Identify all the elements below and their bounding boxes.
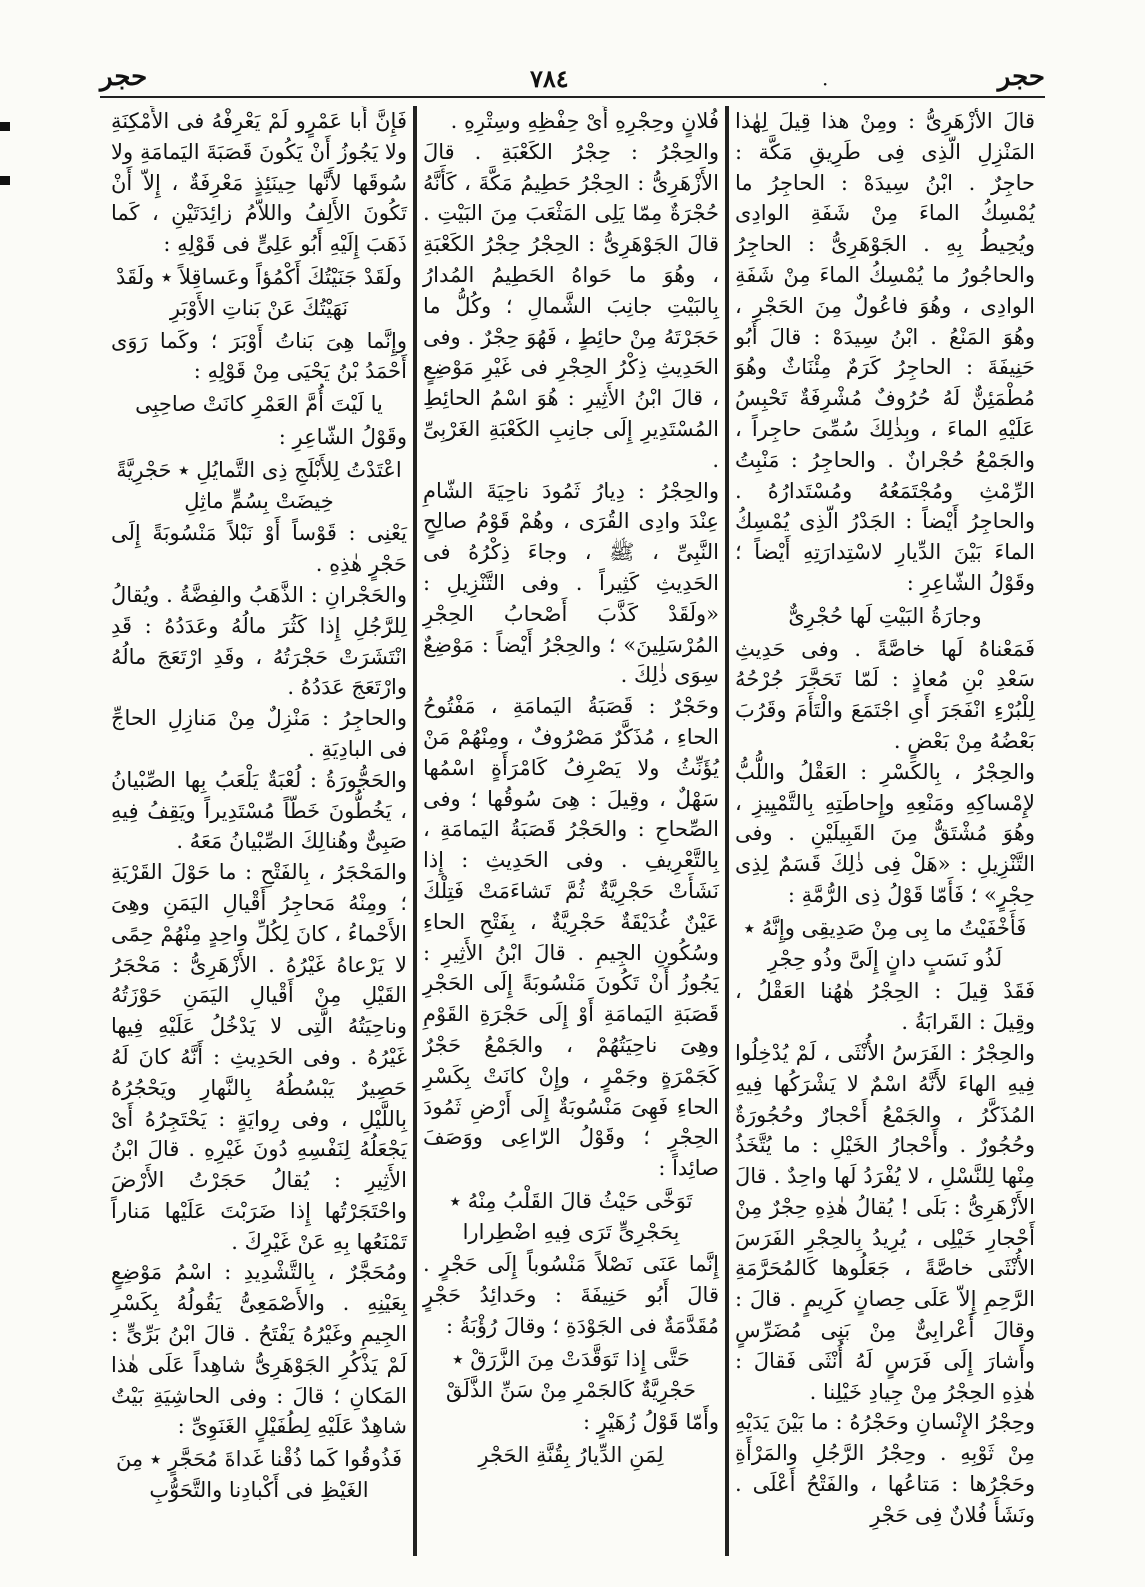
paragraph: وإِنَّما هِىَ بَناتُ أَوْبَرَ ؛ وكَما رَوَى أَحْمَدُ بْنُ يَحْيَى مِنْ قَوْلِهِ :: [111, 328, 407, 384]
paragraph: ومُحَجَّرٌ ، بِالتَّشْدِيدِ : اسْمُ مَوْضِعٍ بِعَيْنِهِ . والأَصْمَعِىُّ يَقُولُهُ بِكَسْرِ الجِيمِ وغَيْرُهُ يَفْتَحُ . قالَ ابْنُ بَرِّىٍّ : لَمْ يَذْكُرِ الجَوْهَرِىُّ شاهِداً عَلَى هٰذا المَكانِ ؛ قالَ : وفى الحاشِيَةِ بَيْتٌ شاهِدٌ عَلَيْهِ لِطُفَيْلٍ الغَنَوِىِّ :: [111, 1260, 407, 1439]
column-right: [729, 106, 1041, 1556]
text-columns: [104, 106, 1041, 1556]
margin-mark: [0, 176, 10, 185]
paragraph: فُلانٍ وحِجْرِهِ أَىْ حِفْظِهِ وسِتْرِهِ .: [450, 109, 719, 133]
paragraph: والحِجْرُ ، بِالكَسْرِ : العَقْلُ واللُّبُّ لإِمْساكِهِ ومَنْعِهِ وإِحاطَتِهِ بِالتَّمْيِيزِ ، وهُوَ مُشْتَقٌّ مِنَ القَبِيلَيْنِ . وفى التَّنْزِيلِ : «هَلْ فِى ذٰلِكَ قَسَمٌ لِذِى حِجْرٍ» ؛ فَأَمّا قَوْلُ ذِى الرُّمَّةِ :: [735, 759, 1035, 907]
paragraph: وأَمّا قَوْلُ زُهَيْرٍ :: [582, 1410, 719, 1435]
header-entry-word-right: حجر: [997, 62, 1045, 92]
verse-line: فَذُوقُوا كَما ذُقْنا غَداةَ مُحَجَّرٍ ٭ مِنَ الغَيْظِ فى أَكْبادِنا والتَّحَوُّبِ: [115, 1447, 403, 1503]
verse-line: حَتَّى إِذا تَوَقَّدَتْ مِنَ الزَّرَقْ ٭ حَجْرِيَّةٌ كَالجَمْرِ مِنْ سَنِّ الذَّلَقْ: [446, 1346, 696, 1402]
paragraph: والحَجْرانِ : الذَّهَبُ والفِضَّةُ . ويُقالُ لِلرَّجُلِ إِذا كَثُرَ مالُهُ وعَدَدُهُ : قَدِ انْتَشَرَتْ حَجْرَتُهُ ، وقَدِ ارْتَعَجَ مالُهُ وارْتَعَجَ عَدَدُهُ .: [111, 582, 407, 700]
verse-line: تَوَخَّى حَيْثُ قالَ القَلْبُ مِنْهُ ٭ بِحَجْرِىٍّ تَرَى فِيهِ اضْطِرارا: [449, 1188, 693, 1244]
paragraph: يَعْنِى : قَوْساً أَوْ نَبْلاً مَنْسُوبَةً إِلَى حَجْرٍ هٰذِهِ .: [111, 521, 407, 577]
header-entry-word-left: حجر: [100, 62, 148, 92]
paragraph: والمَحْجَرُ ، بِالفَتْحِ : ما حَوْلَ القَرْيَةِ ؛ ومِنْهُ مَحاجِرُ أَقْيالِ اليَمَنِ وهِىَ الأَحْماءُ ، كانَ لِكُلِّ واحِدٍ مِنْهُمْ حِمًى لا يَرْعاهُ غَيْرُهُ . الأَزْهَرِىُّ : مَحْجَرُ القَيْلِ مِنْ أَقْيالِ اليَمَنِ حَوْزَتُهُ وناحِيَتُهُ الَّتِى لا يَدْخُلُ عَلَيْهِ فِيها غَيْرُهُ . وفى الحَدِيثِ : أَنَّهُ كانَ لَهُ حَصِيرٌ يَبْسُطُهُ بِالنَّهارِ ويَحْجُرُهُ بِاللَّيْلِ ، وفى رِوايَةٍ : يَحْتَجِرُهُ أَىْ يَجْعَلُهُ لِنَفْسِهِ دُونَ غَيْرِهِ . قالَ ابْنُ الأَثِيرِ : يُقالُ حَجَرْتُ الأَرْضَ واحْتَجَرْتُها إِذا ضَرَبْتَ عَلَيْها مَناراً تَمْنَعُها بِهِ عَنْ غَيْرِكَ .: [111, 860, 407, 1254]
verse-line: فَأَخْفَيْتُ ما بِى مِنْ صَدِيقِى وإِنَّهُ ٭ لَذُو نَسَبٍ دانٍ إِلَىَّ وذُو حِجْرِ: [743, 915, 1027, 971]
paragraph: والحاجِرُ : مَنْزِلٌ مِنْ مَنازِلِ الحاجِّ فى البادِيَةِ .: [111, 706, 407, 761]
paragraph: إِنَّما عَنَى نَصْلاً مَنْسُوباً إِلَى حَجْرٍ . قالَ أَبُو حَنِيفَةَ : وحَدائِدُ حَجْرٍ مُقَدَّمَةٌ فى الجَوْدَةِ ؛ وقالَ رُؤْبَةُ :: [423, 1252, 719, 1339]
paragraph: والحَجُّورَةُ : لُعْبَةٌ يَلْعَبُ بِها الصِّبْيانُ ، يَخُطُّونَ خَطّاً مُسْتَدِيراً ويَقِفُ فِيهِ صَبِىٌّ وهُنالِكَ الصِّبْيانُ مَعَهُ .: [111, 767, 407, 854]
paragraph: وقَوْلُ الشّاعِرِ :: [278, 424, 407, 449]
verse-line: ولَقَدْ جَنَيْتُكَ أَكْمُؤاً وعَساقِلاً ٭ ولَقَدْ نَهَيْتُكَ عَنْ بَناتِ الأَوْبَرِ: [116, 264, 402, 320]
paragraph: فَإِنَّ أَبا عَمْرٍو لَمْ يَعْرِفْهُ فى الأَمْكِنَةِ ولا يَجُوزُ أَنْ يَكُونَ قَصَبَةَ اليَمامَةِ ولا سُوقَها لأَنَّها حِينَئِذٍ مَعْرِفَةٌ ، إِلاّ أَنْ تَكُونَ الأَلِفُ واللاّمُ زائِدَتَيْنِ ، كَما ذَهَبَ إِلَيْهِ أَبُو عَلِىٍّ فى قَوْلِهِ :: [111, 109, 407, 257]
paragraph: قالَ الأزْهَرِىُّ : ومِنْ هذا قِيلَ لِهٰذا المَنْزِلِ الّذِى فِى طَرِيقِ مَكَّة : حاجِرٌ . ابْنُ سِيدَهْ : الحاجِرُ ما يُمْسِكُ الماءَ مِنْ شَفَةِ الوادِى ويُحِيطُ بِهِ . الجَوْهَرِىُّ : الحاجِرُ والحاجُورُ ما يُمْسِكُ الماءَ مِنْ شَفَةِ الوادِى ، وهُوَ فاعُولٌ مِنَ الحَجْرِ ، وهُوَ المَنْعُ . ابْنُ سِيدَهْ : قالَ أَبُو حَنِيفَةَ : الحاجِرُ كَرَمٌ مِئْنَاثٌ وهُوَ مُطْمَئِنٌّ لَهُ حُرُوفٌ مُشْرِفَةٌ تَحْبِسُ عَلَيْهِ الماءَ ، وبِذٰلِكَ سُمِّىَ حاجِراً ، والجَمْعُ حُجْرانٌ . والحاجِرُ : مَنْبِتُ الرِّمْثِ ومُجْتَمَعُهُ ومُسْتَدارُهُ . والحاجِرُ أَيْضاً : الجَدْرُ الّذِى يُمْسِكُ الماءَ بَيْنَ الدِّيارِ لاسْتِدارَتِهِ أَيْضاً ؛ وقَوْلُ الشّاعِرِ :: [735, 109, 1035, 595]
paragraph: والحِجْرُ : دِيارُ ثَمُودَ ناحِيَةَ الشّامِ عِنْدَ وادِى القُرَى ، وهُمْ قَوْمُ صالِحٍ النَّبِىِّ ، ﷺ ، وجاءَ ذِكْرُهُ فى الحَدِيثِ كَثِيراً . وفى التَّنْزِيلِ : «ولَقَدْ كَذَّبَ أَصْحابُ الحِجْرِ المُرْسَلِينَ» ؛ والحِجْرُ أَيْضاً : مَوْضِعٌ سِوَى ذٰلِكَ .: [423, 478, 719, 688]
page-number: ٧٨٤: [530, 64, 569, 93]
header-dot: ·: [822, 72, 829, 96]
paragraph: والحِجْرُ : الفَرَسُ الأُنْثَى ، لَمْ يُدْخِلُوا فِيهِ الهاءَ لأَنَّهُ اسْمٌ لا يَشْرَكُها فِيهِ المُذَكَّرُ ، والجَمْعُ أَحْجارٌ وحُجُورَةٌ وحُجُورٌ . وأَحْجارُ الخَيْلِ : ما يُتَّخَذُ مِنْها لِلنَّسْلِ ، لا يُفْرَدُ لَها واحِدٌ . قالَ الأَزْهَرِىُّ : بَلَى ! يُقالُ هٰذِهِ حِجْرٌ مِنْ أَحْجارِ خَيْلِى ، يُرِيدُ بِالحِجْرِ الفَرَسَ الأُنْثَى خاصَّةً ، جَعَلُوها كَالمُحَرَّمَةِ الرَّحِمِ إِلاّ عَلَى حِصانٍ كَرِيمٍ . قالَ : وقالَ أَعْرابِىٌّ مِنْ بَنِى مُضَرِّسٍ وأَشارَ إِلَى فَرَسٍ لَهُ أُنْثَى فَقالَ : هٰذِهِ الحِجْرُ مِنْ جِيادِ خَيْلِنا .: [735, 1040, 1035, 1404]
verse-line: وجارَةُ البَيْتِ لَها حُجْرِىٌّ: [788, 603, 982, 628]
paragraph: فَقَدْ قِيلَ : الحِجْرُ هٰهُنا العَقْلُ ، وقِيلَ : القَرابَةُ .: [735, 979, 1035, 1035]
verse-line: لِمَنِ الدِّيارُ بِقُنَّةِ الحَجْرِ: [478, 1443, 664, 1468]
column-middle: [417, 106, 729, 1556]
verse-line: اعْتَدْتُ لِلأَبْلَجِ ذِى التَّمايُلِ ٭ حَجْرِيَّةً خِيضَتْ بِسُمٍّ ماثِلِ: [116, 457, 402, 513]
paragraph: والحِجْرُ : حِجْرُ الكَعْبَةِ . قالَ الأَزْهَرِىُّ : الحِجْرُ حَطِيمُ مَكَّةَ ، كَأَنَّهُ حُجْرَةٌ مِمّا يَلِى المَثْعَبَ مِنَ البَيْتِ . قالَ الجَوْهَرِىُّ : الحِجْرُ حِجْرُ الكَعْبَةِ ، وهُوَ ما حَواهُ الحَطِيمُ المُدارُ بِالبَيْتِ جانِبَ الشَّمالِ ؛ وكُلُّ ما حَجَرْتَهُ مِنْ حائِطٍ ، فَهُوَ حِجْرٌ . وفى الحَدِيثِ ذِكْرُ الحِجْرِ فى غَيْرِ مَوْضِعٍ ، قالَ ابْنُ الأَثِيرِ : هُوَ اسْمُ الحائِطِ المُسْتَدِيرِ إِلَى جانِبِ الكَعْبَةِ الغَرْبِىِّ .: [423, 139, 719, 472]
paragraph: وحَجْرٌ : قَصَبَةُ اليَمامَةِ ، مَفْتُوحُ الحاءِ ، مُذَكَّرٌ مَصْرُوفٌ ، ومِنْهُمْ مَنْ يُؤَنِّثُ ولا يَصْرِفُ كَامْرَأَةٍ اسْمُها سَهْلٌ ، وقِيلَ : هِىَ سُوقُها ؛ وفى الصِّحاحِ : والحَجْرُ قَصَبَةُ اليَمامَةِ ، بِالتَّعْرِيفِ . وفى الحَدِيثِ : إِذا نَشَأَتْ حَجْرِيَّةٌ ثُمَّ تَشاءَمَتْ فَتِلْكَ عَيْنٌ غُدَيْقَةٌ حَجْرِيَّةٌ ، بِفَتْحِ الحاءِ وسُكُونِ الجِيمِ . قالَ ابْنُ الأَثِيرِ : يَجُوزُ أَنْ تَكُونَ مَنْسُوبَةً إِلَى الحَجْرِ قَصَبَةِ اليَمامَةِ أَوْ إِلَى حَجْرَةِ القَوْمِ وهِىَ ناحِيَتُهُمْ ، والجَمْعُ حَجْرٌ كَجَمْرَةٍ وجَمْرٍ ، وإِنْ كانَتْ بِكَسْرِ الحاءِ فَهِىَ مَنْسُوبَةٌ إِلَى أَرْضِ ثَمُودَ الحِجْرِ ؛ وقَوْلُ الرّاعِى ووَصَفَ صائِداً :: [423, 694, 719, 1181]
column-left: [105, 106, 417, 1556]
page-header: [100, 62, 1045, 98]
header-rule: [100, 96, 1045, 98]
verse-line: يا لَيْتَ أُمَّ العَمْرِ كانَتْ صاحِبِى: [135, 392, 383, 417]
paragraph: وحِجْرُ الإِنْسانِ وحَجْرُهُ : ما بَيْنَ يَدَيْهِ مِنْ ثَوْبِهِ . وحِجْرُ الرَّجُلِ والمَرْأَةِ وحَجْرُها : مَتاعُها ، والفَتْحُ أَعْلَى . ونَشَأَ فُلانٌ فِى حَجْرِ: [735, 1410, 1035, 1527]
margin-mark: [0, 122, 10, 131]
paragraph: فَمَعْناهُ لَها خاصَّةً . وفى حَدِيثِ سَعْدِ بْنِ مُعاذٍ : لَمّا تَحَجَّرَ جُرْحُهُ لِلْبُرْءِ انْفَجَرَ أَىِ اجْتَمَعَ والْتَأَمَ وقَرُبَ بَعْضُهُ مِنْ بَعْضٍ .: [735, 636, 1035, 753]
